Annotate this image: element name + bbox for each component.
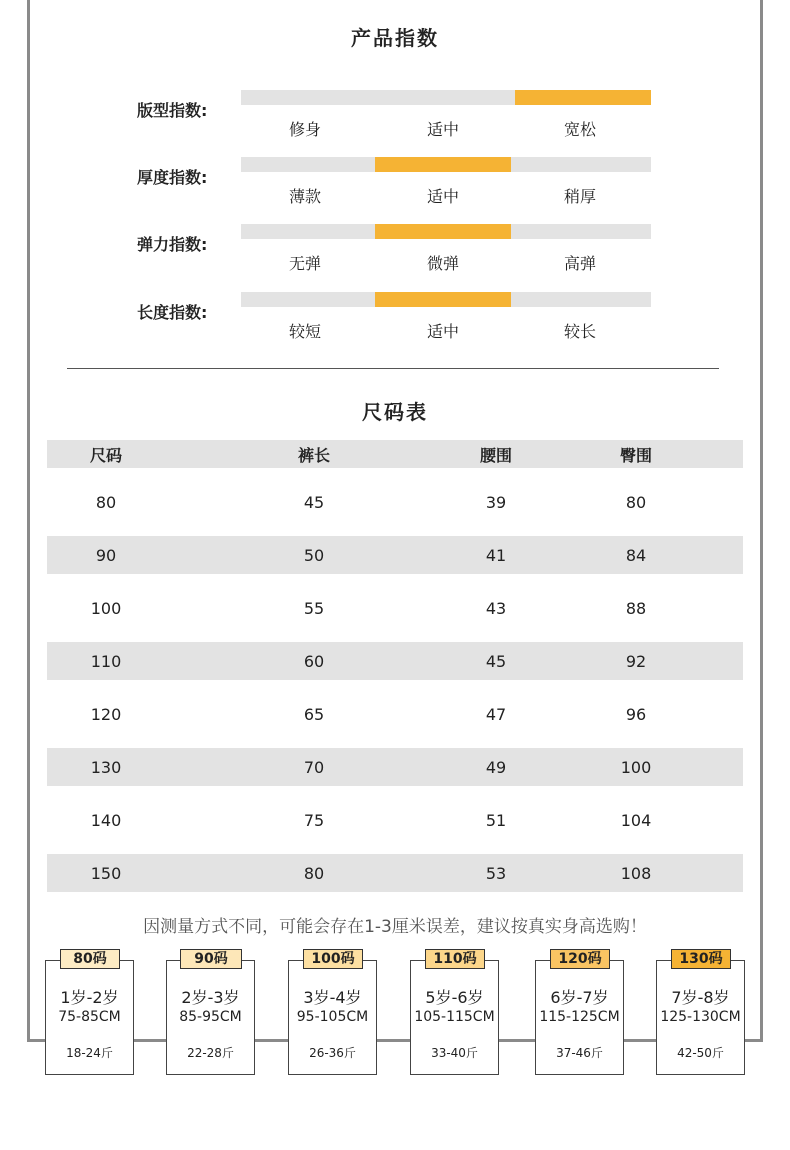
index-title: 产品指数 [351, 26, 439, 50]
index-option: 薄款 [288, 187, 321, 206]
guide-height: 115-125CM [539, 1009, 620, 1025]
guide-weight: 26-36斤 [309, 1046, 356, 1060]
guide-height: 95-105CM [296, 1009, 369, 1025]
guide-weight: 22-28斤 [187, 1046, 234, 1060]
guide-height: 105-115CM [414, 1009, 495, 1025]
guide-height: 125-130CM [660, 1009, 741, 1025]
size-table-header [47, 440, 743, 468]
size-guide-card [166, 960, 255, 1075]
cell-waist: 41 [463, 536, 529, 574]
index-option: 高弹 [563, 254, 596, 273]
cell-waist: 43 [485, 598, 507, 618]
guide-age: 3岁-4岁 [303, 988, 362, 1007]
size-tag: 120码 [550, 949, 610, 969]
size-tag: 80码 [60, 949, 120, 969]
size-guide-card [288, 960, 377, 1075]
table-row [47, 786, 743, 854]
cell-length: 55 [303, 598, 325, 618]
index-indicator [515, 90, 651, 105]
size-tag: 110码 [425, 949, 485, 969]
cell-waist: 39 [485, 492, 507, 512]
cell-hip: 84 [529, 536, 743, 574]
table-row [47, 642, 743, 680]
table-row [47, 748, 743, 786]
guide-age: 7岁-8岁 [671, 988, 730, 1007]
cell-length: 70 [165, 748, 463, 786]
cell-hip: 80 [625, 492, 647, 512]
cell-waist: 45 [463, 642, 529, 680]
size-guide-card [45, 960, 134, 1075]
cell-waist: 53 [463, 854, 529, 892]
index-track [241, 292, 651, 307]
table-row [47, 574, 743, 642]
header-size: 尺码 [47, 440, 165, 468]
index-label: 弹力指数: [137, 235, 208, 254]
cell-waist: 51 [485, 810, 507, 830]
cell-size: 140 [90, 810, 122, 830]
cell-hip: 104 [620, 810, 652, 830]
cell-size: 80 [95, 492, 117, 512]
measurement-note: 因测量方式不同，可能会存在1-3厘米误差，建议按真实身高选购！ [143, 917, 647, 937]
cell-size: 100 [90, 598, 122, 618]
cell-length: 65 [303, 704, 325, 724]
table-row [47, 680, 743, 748]
index-indicator [375, 157, 511, 172]
cell-size: 90 [47, 536, 165, 574]
table-row [47, 468, 743, 536]
cell-size: 130 [47, 748, 165, 786]
index-option: 较短 [288, 322, 321, 341]
cell-size: 120 [90, 704, 122, 724]
size-tag: 130码 [671, 949, 731, 969]
header-length: 裤长 [165, 440, 463, 468]
cell-length: 80 [165, 854, 463, 892]
cell-length: 60 [165, 642, 463, 680]
cell-hip: 108 [529, 854, 743, 892]
guide-height: 85-95CM [179, 1009, 242, 1025]
index-row [0, 224, 790, 284]
cell-hip: 96 [625, 704, 647, 724]
index-track [241, 224, 651, 239]
cell-hip: 92 [529, 642, 743, 680]
index-row [0, 157, 790, 217]
size-tag: 90码 [180, 949, 242, 969]
cell-waist: 47 [485, 704, 507, 724]
index-row [0, 90, 790, 150]
header-hip: 臀围 [529, 440, 743, 468]
guide-age: 1岁-2岁 [60, 988, 119, 1007]
index-indicator [375, 224, 511, 239]
index-option: 适中 [426, 187, 459, 206]
size-tag: 100码 [303, 949, 363, 969]
guide-age: 2岁-3岁 [181, 988, 240, 1007]
cell-size: 150 [47, 854, 165, 892]
cell-length: 45 [303, 492, 325, 512]
index-row [0, 292, 790, 352]
size-table [47, 440, 743, 892]
index-option: 适中 [426, 322, 459, 341]
cell-hip: 100 [529, 748, 743, 786]
size-guide-card [656, 960, 745, 1075]
cell-size: 110 [47, 642, 165, 680]
cell-waist: 49 [463, 748, 529, 786]
index-option: 宽松 [563, 120, 596, 139]
size-guide-card [410, 960, 499, 1075]
index-track [241, 90, 651, 105]
index-option: 微弹 [426, 254, 459, 273]
section-divider [67, 368, 719, 369]
size-title: 尺码表 [362, 400, 428, 424]
guide-weight: 33-40斤 [431, 1046, 478, 1060]
guide-height: 75-85CM [58, 1009, 121, 1025]
guide-weight: 37-46斤 [556, 1046, 603, 1060]
index-label: 版型指数: [137, 101, 208, 120]
index-option: 较长 [563, 322, 596, 341]
size-guide-card [535, 960, 624, 1075]
header-waist: 腰围 [463, 440, 529, 468]
guide-weight: 18-24斤 [66, 1046, 113, 1060]
guide-age: 6岁-7岁 [550, 988, 609, 1007]
cell-length: 75 [303, 810, 325, 830]
index-label: 厚度指数: [137, 168, 208, 187]
cell-hip: 88 [625, 598, 647, 618]
index-label: 长度指数: [137, 303, 208, 322]
index-option: 无弹 [288, 254, 321, 273]
index-track [241, 157, 651, 172]
guide-weight: 42-50斤 [677, 1046, 724, 1060]
cell-length: 50 [165, 536, 463, 574]
table-row [47, 536, 743, 574]
index-indicator [375, 292, 511, 307]
index-option: 适中 [426, 120, 459, 139]
index-option: 稍厚 [563, 187, 596, 206]
index-option: 修身 [288, 120, 321, 139]
table-row [47, 854, 743, 892]
guide-age: 5岁-6岁 [425, 988, 484, 1007]
